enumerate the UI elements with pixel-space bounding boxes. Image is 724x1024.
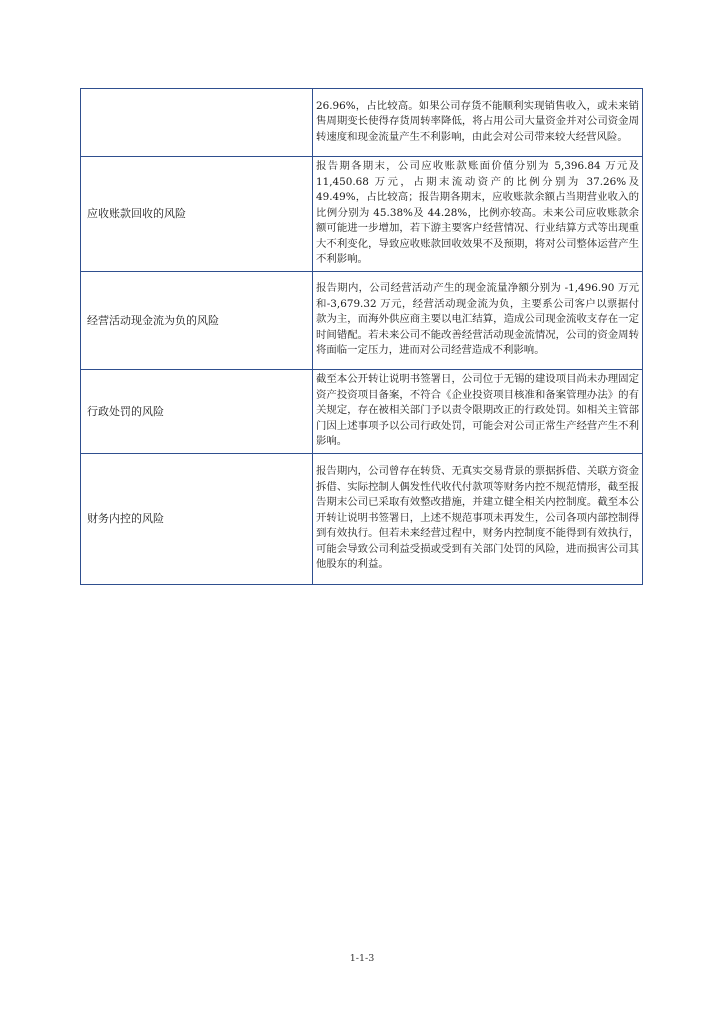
risk-name-cell: 应收账款回收的风险 <box>81 157 313 272</box>
risk-name-cell: 经营活动现金流为负的风险 <box>81 272 313 370</box>
table-row <box>81 89 643 157</box>
risk-name-cell: 行政处罚的风险 <box>81 370 313 454</box>
risk-table <box>80 88 643 585</box>
risk-description-cell: 26.96%，占比较高。如果公司存货不能顺利实现销售收入，或未来销售周期变长使得存货周转率降低，将占用公司大量资金并对公司资金周转速度和现金流量产生不利影响，由此会对公司带来较大经营风险。 <box>313 89 643 157</box>
page-number: 1-1-3 <box>349 953 375 964</box>
table-row <box>81 272 643 370</box>
risk-description-cell: 报告期内，公司经营活动产生的现金流量净额分别为 -1,496.90 万元和-3,679.32 万元，经营活动现金流为负，主要系公司客户以票据付款为主，而海外供应商主要以电汇结算，造成公司现金流收支存在一定时间错配。若未来公司不能改善经营活动现金流情况，公司的资金周转将面临一定压力，进而对公司经营造成不利影响。 <box>313 272 643 370</box>
risk-description-cell: 截至本公开转让说明书签署日，公司位于无锡的建设项目尚未办理固定资产投资项目备案，不符合《企业投资项目核准和备案管理办法》的有关规定，存在被相关部门予以责令限期改正的行政处罚。如相关主管部门因上述事项予以公司行政处罚，可能会对公司正常生产经营产生不利影响。 <box>313 370 643 454</box>
table-row <box>81 454 643 585</box>
risk-name-cell <box>81 89 313 157</box>
table-row <box>81 370 643 454</box>
risk-description-cell: 报告期内，公司曾存在转贷、无真实交易背景的票据拆借、关联方资金拆借、实际控制人偶发性代收代付款项等财务内控不规范情形，截至报告期末公司已采取有效整改措施，并建立健全相关内控制度。截至本公开转让说明书签署日，上述不规范事项未再发生，公司各项内部控制得到有效执行。但若未来经营过程中，财务内控制度不能得到有效执行，可能会导致公司利益受损或受到有关部门处罚的风险，进而损害公司其他股东的利益。 <box>313 454 643 585</box>
risk-name-cell: 财务内控的风险 <box>81 454 313 585</box>
risk-description-cell: 报告期各期末，公司应收账款账面价值分别为 5,396.84 万元及 11,450.68 万元，占期末流动资产的比例分别为 37.26%及 49.49%，占比较高；报告期各期末，应收账款余额占当期营业收入的比例分别为 45.38%及 44.28%，比例亦较高。未来公司应收账款余额可能进一步增加，若下游主要客户经营情况、行业结算方式等出现重大不利变化，导致应收账款回收效果不及预期，将对公司整体运营产生不利影响。 <box>313 157 643 272</box>
table-row <box>81 157 643 272</box>
